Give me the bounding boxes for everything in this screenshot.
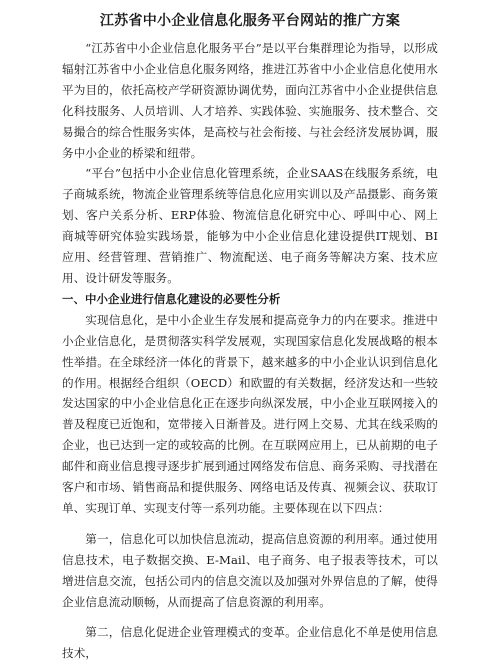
- paragraph-intro: “江苏省中小企业信息化服务平台”是以平台集群理论为指导，以形成辐射江苏省中小企业信息化服务网络，推进江苏省中小企业信息化使用水平为目的，依托高校产学研资源协调优势，面向江苏省中小企业提供信息化科技服务、人员培训、人才培养、实践体验、实施服务、技术整合、交易撮合的综合性服务实体，是高校与社会衔接、与社会经济发展协调，服务中小企业的桥梁和纽带。: [62, 41, 438, 160]
- paragraph-platform: “平台”包括中小企业信息化管理系统，企业SAAS在线服务系统，电子商城系统，物流企业管理系统等信息化应用实训以及产品摄影、商务策划、客户关系分析、ERP体验、物流信息化研究中心、呼叫中心、网上商城等研究体验实践场景，能够为中小企业信息化建设提供IT规划、BI应用、经营管理、营销推广、物流配送、电子商务等解决方案、技术应用、设计研发等服务。: [62, 166, 438, 285]
- section-heading: 一、中小企业进行信息化建设的必要性分析: [62, 291, 281, 306]
- paragraph-point-one: 第一，信息化可以加快信息流动，提高信息资源的利用率。通过使用信息技术，电子数据交换、E-Mail、电子商务、电子报表等技术，可以增进信息交流，包括公司内的信息交流以及加强对外界信息的了解，使得企业信息流动顺畅，从而提高了信息资源的利用率。: [62, 531, 438, 609]
- document-title: 江苏省中小企业信息化服务平台网站的推广方案: [99, 13, 401, 29]
- paragraph-point-two: 第二，信息化促进企业管理模式的变革。企业信息化不单是使用信息技术，: [62, 625, 438, 661]
- paragraph-necessity: 实现信息化，是中小企业生存发展和提高竞争力的内在要求。推进中小企业信息化，是贯彻落实科学发展观，实现国家信息化发展战略的根本性举措。在全球经济一体化的背景下，越来越多的中小企业认识到信息化的作用。根据经合组织（OECD）和欧盟的有关数据，经济发达和一些较发达国家的中小企业信息化正在逐步向纵深发展，中小企业互联网接入的普及程度已近饱和，宽带接入日渐普及。进行网上交易、尤其在线采购的企业，也已达到一定的或较高的比例。在互联网应用上，已从前期的电子邮件和商业信息搜寻逐步扩展到通过网络发布信息、商务采购、寻找潜在客户和市场、销售商品和提供服务、网络电话及传真、视频会议、获取订单、实现订单、实现支付等一系列功能。主要体现在以下四点：: [62, 312, 438, 515]
